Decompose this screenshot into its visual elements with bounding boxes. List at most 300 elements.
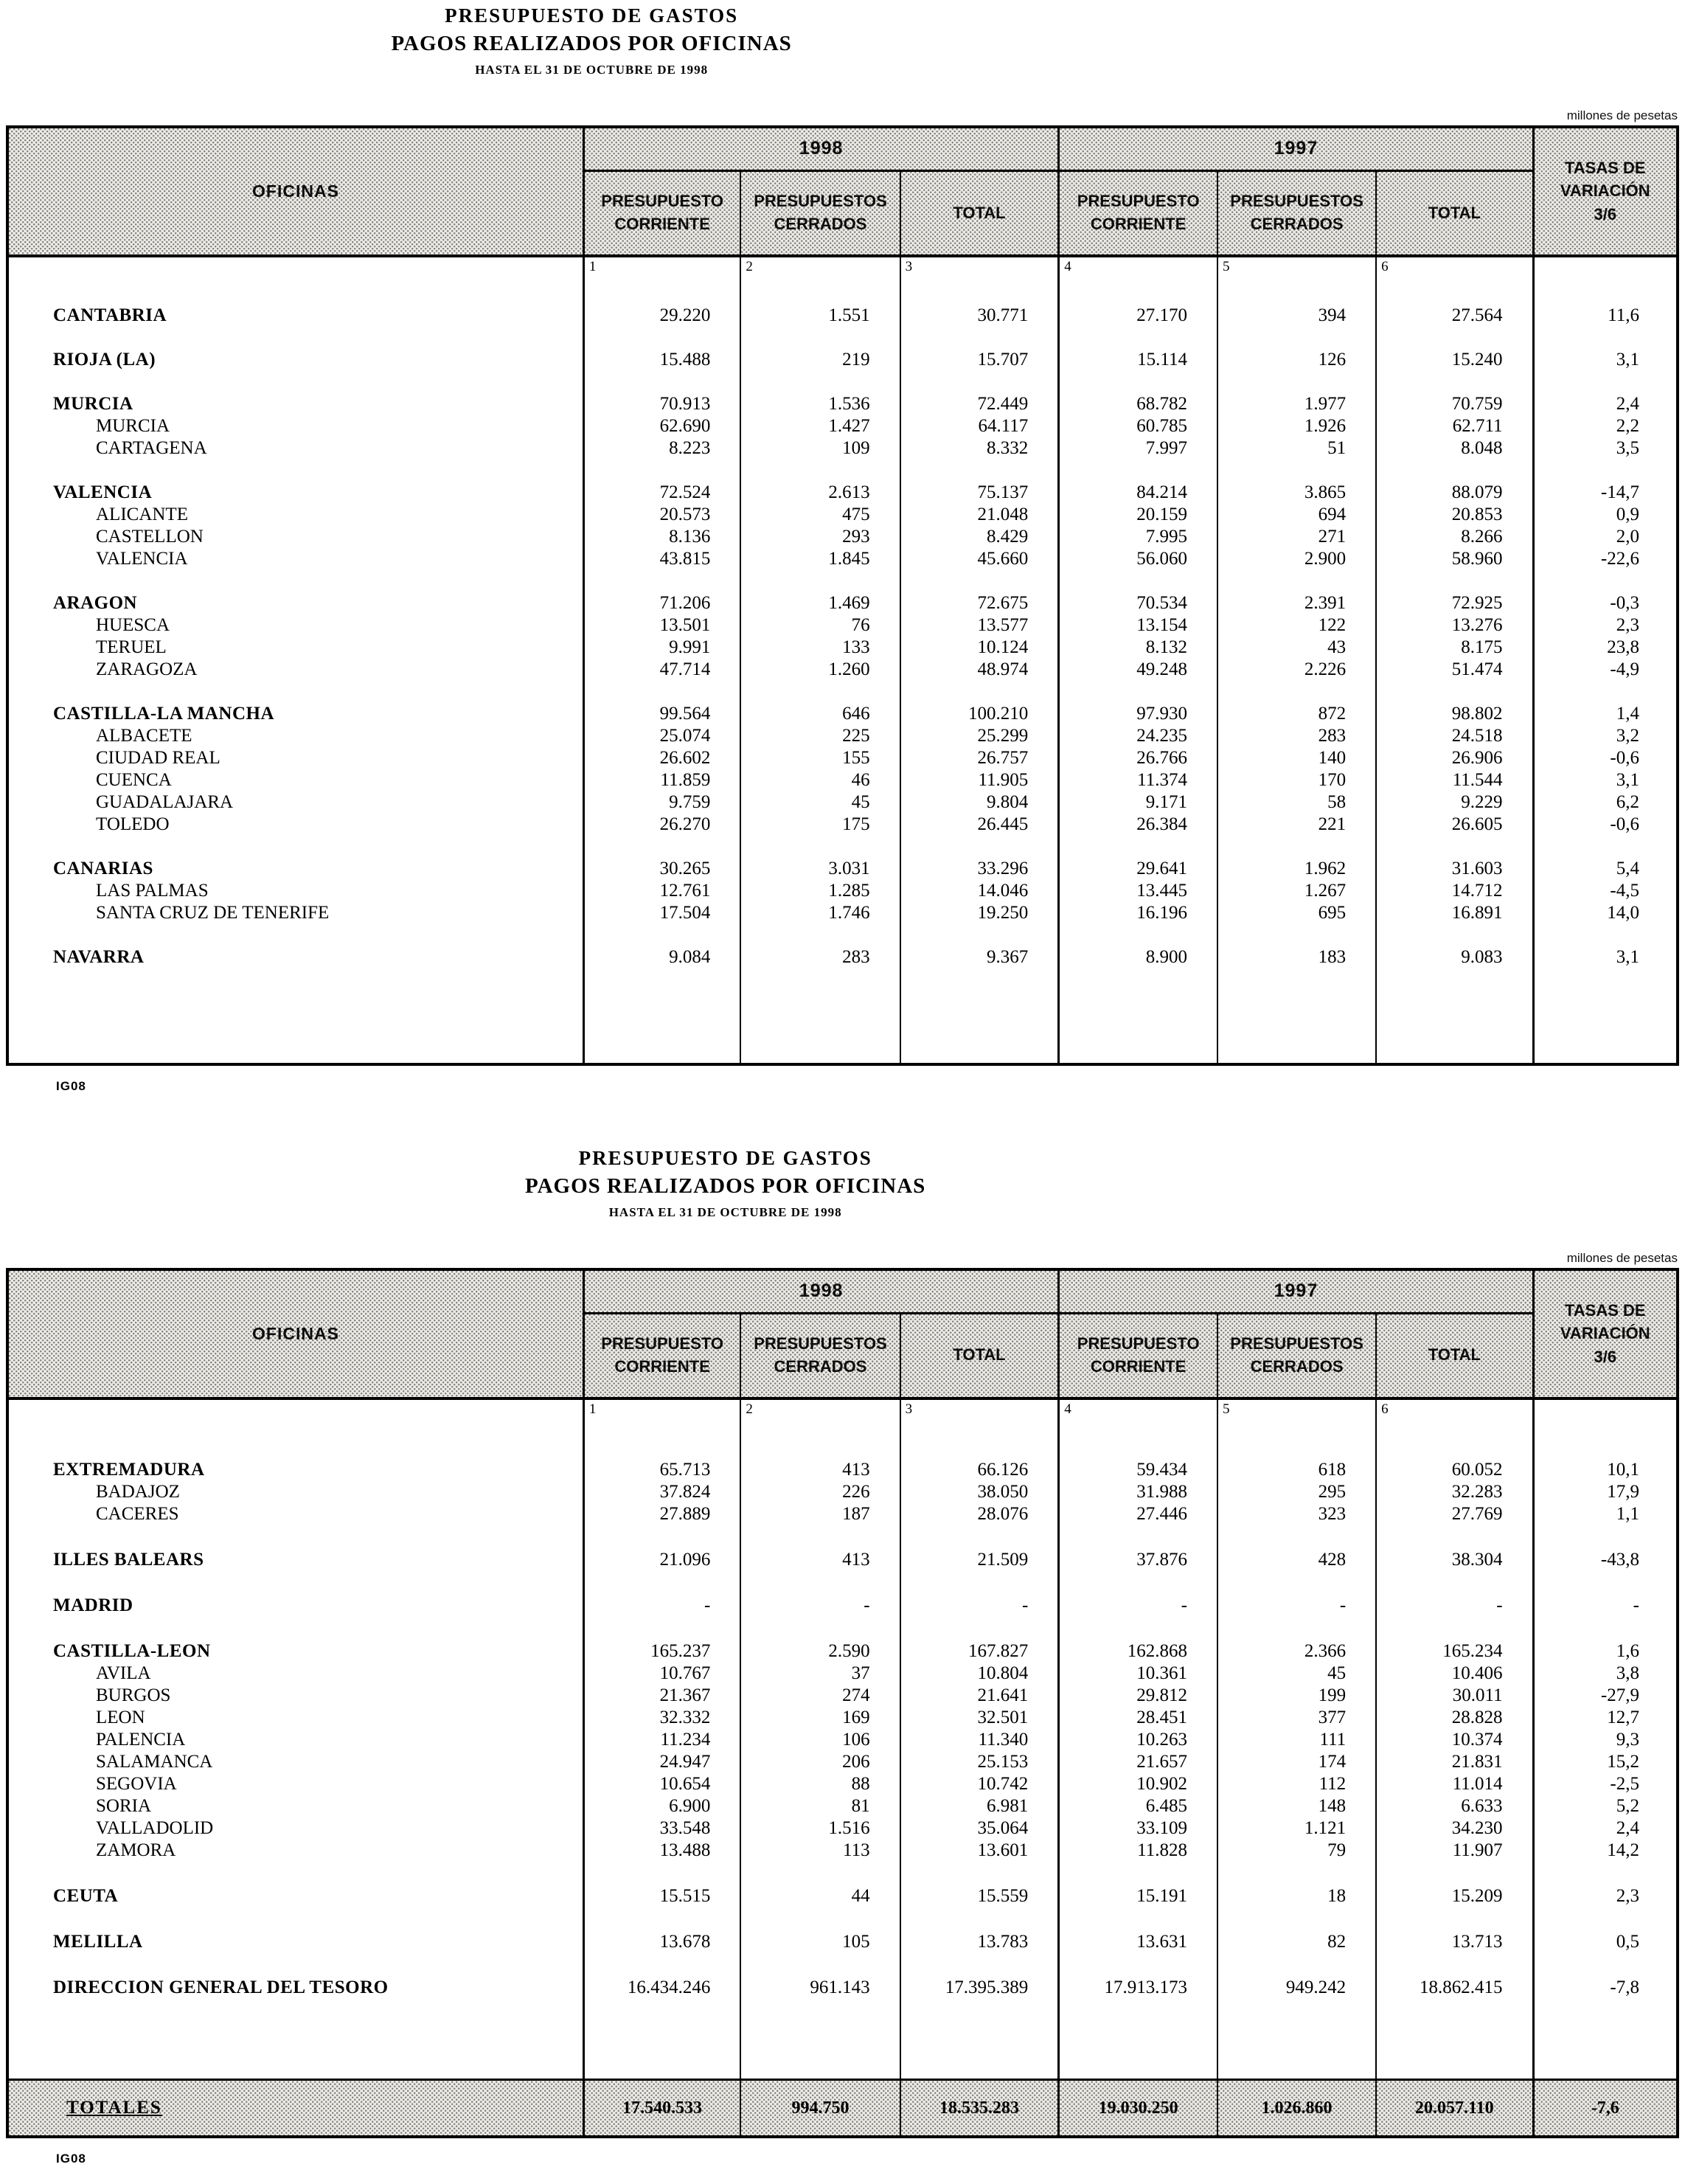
value-cell: 7.997 (1059, 437, 1217, 460)
spacer-cell (1217, 371, 1376, 393)
column-number: 3 (900, 256, 1059, 287)
spacer-cell (1217, 1571, 1376, 1595)
value-cell: 1.260 (740, 659, 900, 681)
value-cell: 872 (1217, 703, 1376, 725)
value-cell: 72.449 (900, 393, 1059, 415)
value-cell: 165.237 (583, 1640, 740, 1663)
spacer-cell (1059, 287, 1217, 305)
value-cell: 27.889 (583, 1503, 740, 1525)
value-cell: 13.601 (900, 1840, 1059, 1862)
value-cell: 961.143 (740, 1977, 900, 1999)
spacer-cell (1217, 1525, 1376, 1549)
value-cell: 10.263 (1059, 1729, 1217, 1751)
spacer-cell (1059, 1999, 1217, 2080)
variation-cell: -22,6 (1533, 548, 1678, 570)
spacer-cell (740, 1429, 900, 1459)
variation-cell: 0,5 (1533, 1931, 1678, 1953)
spacer-cell (740, 1617, 900, 1640)
spacer-cell (1059, 968, 1217, 1064)
value-cell: 413 (740, 1459, 900, 1481)
subcol-header (740, 1313, 900, 1398)
variation-cell: -0,3 (1533, 592, 1678, 614)
spacer-cell (1376, 1525, 1533, 1549)
value-cell: 13.631 (1059, 1931, 1217, 1953)
value-cell: 2.613 (740, 482, 900, 504)
value-cell: 8.429 (900, 526, 1059, 548)
spacer-cell (7, 836, 583, 858)
table-row (7, 1707, 1678, 1729)
value-cell: 1.536 (740, 393, 900, 415)
value-cell: 59.434 (1059, 1459, 1217, 1481)
value-cell: 13.154 (1059, 614, 1217, 637)
office-label: ILLES BALEARS (53, 1549, 204, 1570)
value-cell: 10.374 (1376, 1729, 1533, 1751)
value-cell: 8.132 (1059, 637, 1217, 659)
variation-cell: 14,2 (1533, 1840, 1678, 1862)
totals-value: 1.026.860 (1217, 2080, 1376, 2138)
spacer-cell (1533, 460, 1678, 482)
value-cell: 21.657 (1059, 1751, 1217, 1773)
value-cell: 70.913 (583, 393, 740, 415)
variation-cell: 3,1 (1533, 946, 1678, 968)
totals-value: 994.750 (740, 2080, 900, 2138)
value-cell: 11.859 (583, 769, 740, 791)
value-cell: 187 (740, 1503, 900, 1525)
spacer-row (7, 570, 1678, 592)
variation-cell: 2,0 (1533, 526, 1678, 548)
spacer-cell (1059, 1862, 1217, 1885)
value-cell: 45 (1217, 1663, 1376, 1685)
subcol-line: TOTAL (1428, 1345, 1481, 1365)
value-cell: 8.900 (1059, 946, 1217, 968)
value-cell: - (1217, 1595, 1376, 1617)
value-cell: 37.824 (583, 1481, 740, 1503)
subcol-line: CORRIENTE (1090, 1356, 1187, 1376)
value-cell: 8.332 (900, 437, 1059, 460)
value-cell: - (740, 1595, 900, 1617)
value-cell: 293 (740, 526, 900, 548)
spacer-cell (1217, 1999, 1376, 2080)
table-row (7, 437, 1678, 460)
payments-table-2 (6, 1268, 1679, 2139)
spacer-cell (740, 460, 900, 482)
table-row (7, 1685, 1678, 1707)
value-cell: 26.766 (1059, 747, 1217, 769)
value-cell: 66.126 (900, 1459, 1059, 1481)
value-cell: 43.815 (583, 548, 740, 570)
spacer-cell (1059, 570, 1217, 592)
value-cell: 60.052 (1376, 1459, 1533, 1481)
value-cell: 49.248 (1059, 659, 1217, 681)
tasas-line3: 3/6 (1594, 205, 1617, 224)
spacer-cell (1217, 1862, 1376, 1885)
value-cell: 10.406 (1376, 1663, 1533, 1685)
value-cell: - (900, 1595, 1059, 1617)
spacer-row (7, 327, 1678, 349)
spacer-cell (900, 1953, 1059, 1977)
value-cell: 6.633 (1376, 1795, 1533, 1817)
value-cell: 37 (740, 1663, 900, 1685)
spacer-cell (7, 1571, 583, 1595)
office-label: CASTELLON (96, 526, 204, 547)
value-cell: 15.114 (1059, 349, 1217, 371)
value-cell: 62.690 (583, 415, 740, 437)
value-cell: 17.504 (583, 902, 740, 924)
value-cell: 475 (740, 504, 900, 526)
value-cell: 45 (740, 791, 900, 814)
spacer-cell (7, 1617, 583, 1640)
variation-cell: 1,1 (1533, 1503, 1678, 1525)
value-cell: 35.064 (900, 1817, 1059, 1840)
value-cell: 11.905 (900, 769, 1059, 791)
subcol-header (900, 170, 1059, 256)
spacer-row (7, 1571, 1678, 1595)
value-cell: 21.831 (1376, 1751, 1533, 1773)
value-cell: 10.742 (900, 1773, 1059, 1795)
value-cell: 26.384 (1059, 814, 1217, 836)
value-cell: 88 (740, 1773, 900, 1795)
spacer-cell (7, 681, 583, 703)
value-cell: 79 (1217, 1840, 1376, 1862)
value-cell: 76 (740, 614, 900, 637)
spacer-cell (583, 1617, 740, 1640)
column-number: 5 (1217, 256, 1376, 287)
value-cell: 13.445 (1059, 880, 1217, 902)
variation-cell: 1,6 (1533, 1640, 1678, 1663)
spacer-cell (1059, 1907, 1217, 1931)
value-cell: 15.515 (583, 1885, 740, 1907)
table-row (7, 1549, 1678, 1571)
spacer-cell (583, 1999, 740, 2080)
spacer-cell (1376, 1429, 1533, 1459)
variation-cell: -0,6 (1533, 747, 1678, 769)
value-cell: 31.988 (1059, 1481, 1217, 1503)
office-label: LAS PALMAS (96, 880, 209, 901)
spacer-cell (583, 1907, 740, 1931)
variation-cell: 2,4 (1533, 1817, 1678, 1840)
spacer-cell (7, 327, 583, 349)
value-cell: 26.270 (583, 814, 740, 836)
table-row (7, 791, 1678, 814)
value-cell: 10.124 (900, 637, 1059, 659)
value-cell: 98.802 (1376, 703, 1533, 725)
spacer-cell (1533, 1999, 1678, 2080)
subcol-line: PRESUPUESTO (1077, 1334, 1200, 1353)
spacer-cell (7, 968, 583, 1064)
spacer-cell (1059, 327, 1217, 349)
value-cell: 6.900 (583, 1795, 740, 1817)
subcol-line: PRESUPUESTOS (1230, 192, 1363, 211)
value-cell: 394 (1217, 305, 1376, 327)
spacer-cell (1217, 1617, 1376, 1640)
value-cell: 323 (1217, 1503, 1376, 1525)
value-cell: 82 (1217, 1931, 1376, 1953)
column-number: 5 (1217, 1398, 1376, 1429)
subcol-line: CORRIENTE (614, 1356, 710, 1376)
value-cell: 24.518 (1376, 725, 1533, 747)
variation-cell: 3,1 (1533, 769, 1678, 791)
value-cell: 11.340 (900, 1729, 1059, 1751)
value-cell: 34.230 (1376, 1817, 1533, 1840)
spacer-cell (1533, 287, 1678, 305)
office-label: MADRID (53, 1595, 133, 1615)
value-cell: 9.083 (1376, 946, 1533, 968)
spacer-cell (1059, 681, 1217, 703)
unit-label: millones de pesetas (1566, 1250, 1678, 1265)
table-row (7, 592, 1678, 614)
value-cell: 13.501 (583, 614, 740, 637)
value-cell: 8.266 (1376, 526, 1533, 548)
subcol-header (583, 1313, 740, 1398)
value-cell: 20.853 (1376, 504, 1533, 526)
subcol-line: CORRIENTE (1090, 214, 1187, 233)
year-1998-header: 1998 (583, 127, 1058, 171)
spacer-cell (900, 460, 1059, 482)
value-cell: 3.865 (1217, 482, 1376, 504)
spacer-cell (1533, 1907, 1678, 1931)
column-number: 2 (740, 1398, 900, 1429)
value-cell: 46 (740, 769, 900, 791)
spacer-cell (900, 836, 1059, 858)
table-row (7, 1773, 1678, 1795)
totals-label: TOTALES (7, 2080, 583, 2138)
office-label: CANTABRIA (53, 305, 167, 325)
variation-cell: 6,2 (1533, 791, 1678, 814)
totals-row (7, 2080, 1678, 2138)
value-cell: 8.048 (1376, 437, 1533, 460)
subcol-line: CORRIENTE (614, 214, 710, 233)
spacer-cell (740, 924, 900, 946)
office-label: MURCIA (96, 415, 170, 436)
office-label: ZAMORA (96, 1840, 176, 1860)
value-cell: 71.206 (583, 592, 740, 614)
value-cell: 170 (1217, 769, 1376, 791)
value-cell: 175 (740, 814, 900, 836)
totals-value: 18.535.283 (900, 2080, 1059, 2138)
spacer-cell (1533, 371, 1678, 393)
table-row (7, 946, 1678, 968)
variation-cell: 15,2 (1533, 1751, 1678, 1773)
spacer-row (7, 1999, 1678, 2080)
office-label: MELILLA (53, 1931, 143, 1952)
subcol-line: PRESUPUESTOS (1230, 1334, 1363, 1353)
value-cell: 15.559 (900, 1885, 1059, 1907)
value-cell: 99.564 (583, 703, 740, 725)
subcol-line: PRESUPUESTOS (754, 1334, 887, 1353)
value-cell: 112 (1217, 1773, 1376, 1795)
spacer-cell (1376, 968, 1533, 1064)
value-cell: 694 (1217, 504, 1376, 526)
variation-cell: -2,5 (1533, 1773, 1678, 1795)
value-cell: 28.076 (900, 1503, 1059, 1525)
spacer-row (7, 460, 1678, 482)
variation-cell: 14,0 (1533, 902, 1678, 924)
value-cell: 11.374 (1059, 769, 1217, 791)
value-cell: 8.175 (1376, 637, 1533, 659)
tasas-line2: VARIACIÓN (1560, 1324, 1650, 1343)
value-cell: 283 (740, 946, 900, 968)
subcol-line: CERRADOS (774, 214, 867, 233)
variation-cell: -7,8 (1533, 1977, 1678, 1999)
spacer-cell (900, 1862, 1059, 1885)
budget-table-section-2 (6, 1147, 1679, 2166)
value-cell: 113 (740, 1840, 900, 1862)
spacer-cell (1059, 1617, 1217, 1640)
value-cell: 68.782 (1059, 393, 1217, 415)
value-cell: 618 (1217, 1459, 1376, 1481)
year-1997-header: 1997 (1059, 1269, 1533, 1314)
spacer-cell (583, 924, 740, 946)
subcol-line: CERRADOS (1250, 1356, 1344, 1376)
office-label: ALICANTE (96, 504, 188, 524)
spacer-cell (1533, 1398, 1678, 1429)
column-number: 4 (1059, 256, 1217, 287)
subcol-line: CERRADOS (1250, 214, 1344, 233)
variation-cell: 9,3 (1533, 1729, 1678, 1751)
office-label: BADAJOZ (96, 1481, 180, 1502)
spacer-cell (7, 256, 583, 287)
variation-cell: - (1533, 1595, 1678, 1617)
spacer-cell (900, 371, 1059, 393)
value-cell: 271 (1217, 526, 1376, 548)
spacer-cell (900, 570, 1059, 592)
totals-variation: -7,6 (1533, 2080, 1678, 2138)
table-row (7, 1840, 1678, 1862)
office-label: EXTREMADURA (53, 1459, 205, 1480)
office-label: CUENCA (96, 769, 172, 790)
table-row (7, 482, 1678, 504)
office-label: GUADALAJARA (96, 791, 234, 812)
spacer-cell (1059, 1429, 1217, 1459)
value-cell: 58.960 (1376, 548, 1533, 570)
spacer-cell (1217, 327, 1376, 349)
table-row (7, 769, 1678, 791)
spacer-cell (1376, 1999, 1533, 2080)
value-cell: 646 (740, 703, 900, 725)
column-number: 4 (1059, 1398, 1217, 1429)
value-cell: 33.296 (900, 858, 1059, 880)
value-cell: 155 (740, 747, 900, 769)
spacer-row (7, 968, 1678, 1064)
subcol-line: PRESUPUESTO (601, 1334, 724, 1353)
office-label: ZARAGOZA (96, 659, 198, 679)
spacer-row (7, 371, 1678, 393)
value-cell: 8.136 (583, 526, 740, 548)
spacer-cell (1533, 1525, 1678, 1549)
spacer-cell (1217, 1953, 1376, 1977)
spacer-cell (7, 1953, 583, 1977)
value-cell: 13.276 (1376, 614, 1533, 637)
spacer-cell (1533, 836, 1678, 858)
tasas-variacion-header (1533, 127, 1678, 256)
value-cell: 105 (740, 1931, 900, 1953)
unit-label: millones de pesetas (1566, 108, 1678, 122)
table-row (7, 305, 1678, 327)
table-row (7, 725, 1678, 747)
spacer-cell (7, 924, 583, 946)
spacer-cell (1376, 836, 1533, 858)
variation-cell: -4,5 (1533, 880, 1678, 902)
variation-cell: 2,2 (1533, 415, 1678, 437)
value-cell: 413 (740, 1549, 900, 1571)
spacer-cell (900, 1617, 1059, 1640)
spacer-cell (583, 1571, 740, 1595)
spacer-cell (1533, 327, 1678, 349)
office-label: BURGOS (96, 1685, 171, 1705)
variation-cell: 3,1 (1533, 349, 1678, 371)
value-cell: 219 (740, 349, 900, 371)
office-label: VALENCIA (96, 548, 188, 569)
value-cell: 8.223 (583, 437, 740, 460)
value-cell: 26.605 (1376, 814, 1533, 836)
subcol-line: PRESUPUESTO (601, 192, 724, 211)
table-row (7, 393, 1678, 415)
payments-table-1 (6, 125, 1679, 1066)
variation-cell: -27,9 (1533, 1685, 1678, 1707)
table-row (7, 659, 1678, 681)
table-row (7, 1751, 1678, 1773)
variation-cell: 2,4 (1533, 393, 1678, 415)
spacer-cell (1059, 1571, 1217, 1595)
table-code: IG08 (56, 1078, 86, 1093)
value-cell: 44 (740, 1885, 900, 1907)
table-row (7, 1977, 1678, 1999)
spacer-cell (740, 1862, 900, 1885)
spacer-cell (1533, 1953, 1678, 1977)
value-cell: 37.876 (1059, 1549, 1217, 1571)
variation-cell: 2,3 (1533, 1885, 1678, 1907)
spacer-cell (1533, 1617, 1678, 1640)
value-cell: 19.250 (900, 902, 1059, 924)
year-1998-header: 1998 (583, 1269, 1058, 1314)
spacer-cell (1376, 287, 1533, 305)
column-number: 3 (900, 1398, 1059, 1429)
office-label: NAVARRA (53, 946, 145, 967)
value-cell: 9.084 (583, 946, 740, 968)
value-cell: 30.771 (900, 305, 1059, 327)
value-cell: 226 (740, 1481, 900, 1503)
value-cell: 9.367 (900, 946, 1059, 968)
table-row (7, 1640, 1678, 1663)
value-cell: 11.014 (1376, 1773, 1533, 1795)
value-cell: 21.509 (900, 1549, 1059, 1571)
subcol-header (1059, 1313, 1217, 1398)
column-number-strip (7, 1398, 1678, 1429)
value-cell: 75.137 (900, 482, 1059, 504)
value-cell: 13.577 (900, 614, 1059, 637)
value-cell: 33.109 (1059, 1817, 1217, 1840)
table-row (7, 415, 1678, 437)
office-label: CIUDAD REAL (96, 747, 220, 768)
office-label: CASTILLA-LA MANCHA (53, 703, 275, 724)
spacer-cell (1376, 570, 1533, 592)
variation-cell: 23,8 (1533, 637, 1678, 659)
spacer-cell (583, 1429, 740, 1459)
spacer-cell (1533, 1862, 1678, 1885)
value-cell: 11.828 (1059, 1840, 1217, 1862)
table-row (7, 548, 1678, 570)
value-cell: 1.285 (740, 880, 900, 902)
tasas-line2: VARIACIÓN (1560, 181, 1650, 201)
value-cell: 43 (1217, 637, 1376, 659)
spacer-cell (7, 1525, 583, 1549)
value-cell: 100.210 (900, 703, 1059, 725)
value-cell: 16.434.246 (583, 1977, 740, 1999)
spacer-row (7, 1862, 1678, 1885)
spacer-row (7, 1907, 1678, 1931)
spacer-cell (740, 1571, 900, 1595)
spacer-cell (1059, 836, 1217, 858)
